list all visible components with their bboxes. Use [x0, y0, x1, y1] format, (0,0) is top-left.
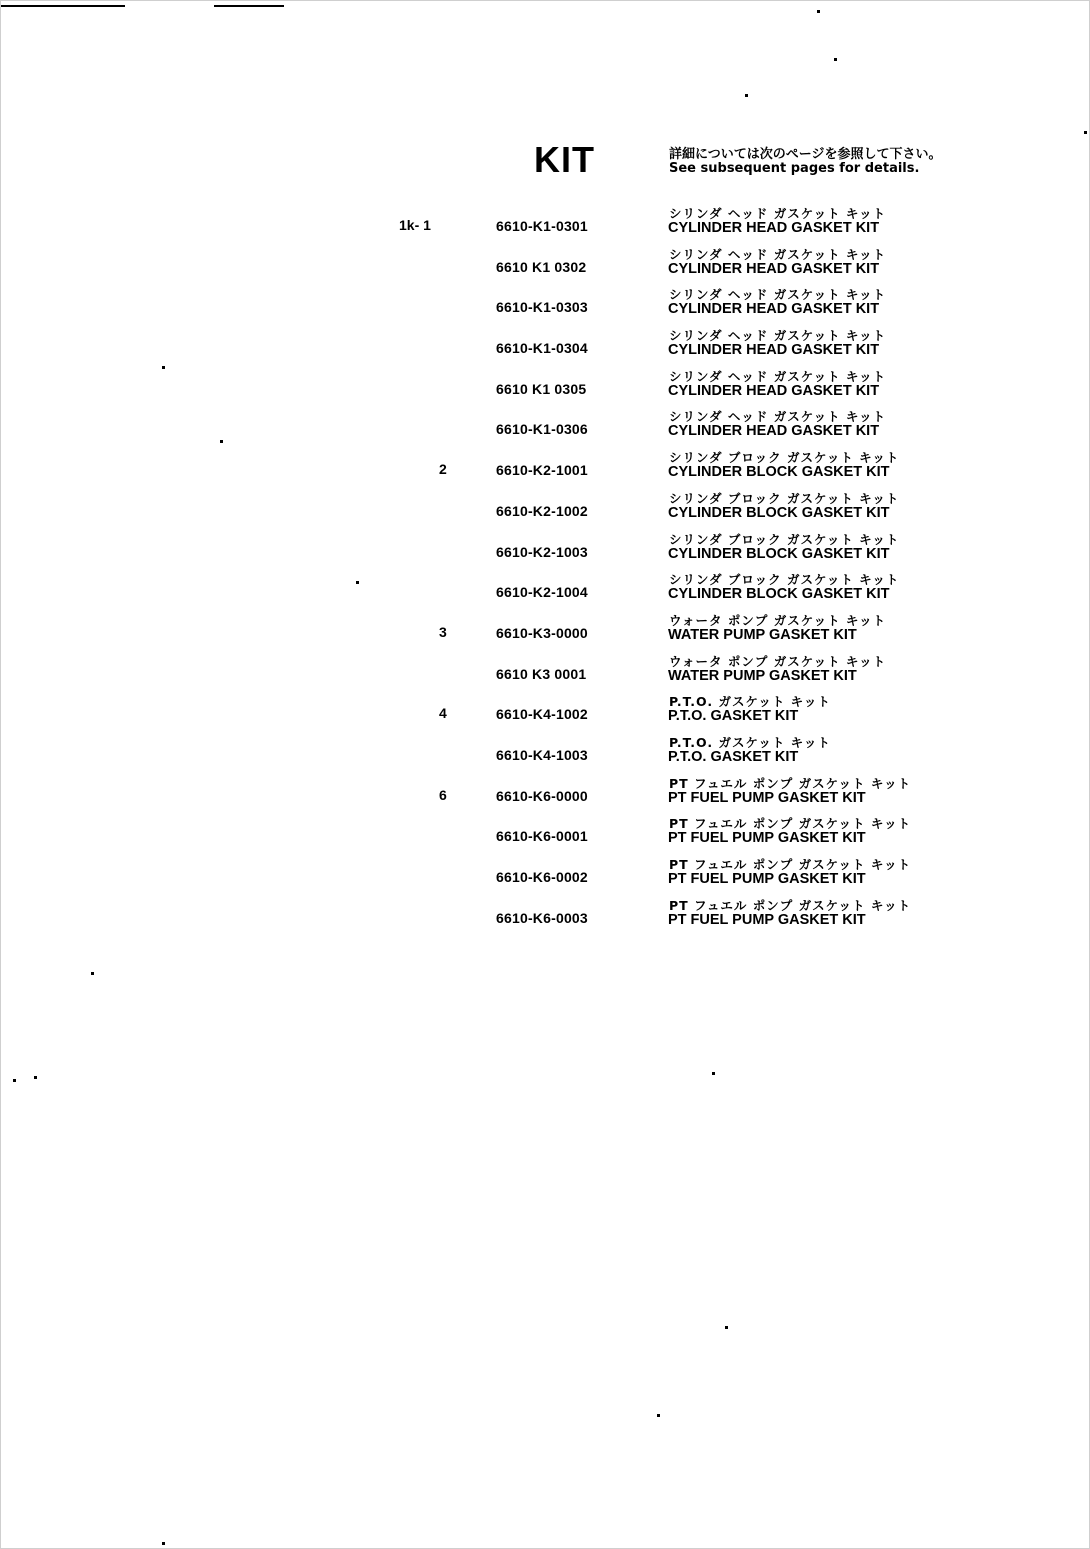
part-name-english: CYLINDER HEAD GASKET KIT — [668, 260, 880, 277]
reference-number: 3 — [439, 623, 447, 640]
top-rule-right — [214, 5, 284, 7]
part-name-japanese: シリンダ ブロック ガスケット キット — [669, 450, 900, 466]
part-name-japanese: シリンダ ブロック ガスケット キット — [669, 572, 900, 588]
part-name-english: CYLINDER HEAD GASKET KIT — [668, 382, 880, 399]
part-number: 6610-K1-0306 — [496, 421, 588, 438]
scan-speck — [817, 10, 820, 13]
list-item — [1, 570, 1090, 611]
part-name-english: CYLINDER BLOCK GASKET KIT — [668, 504, 890, 521]
part-name-english: PT FUEL PUMP GASKET KIT — [668, 789, 866, 806]
part-name-japanese: PT フュエル ポンプ ガスケット キット — [669, 775, 912, 791]
part-name-japanese: シリンダ ヘッド ガスケット キット — [669, 409, 887, 425]
scan-speck — [162, 1542, 165, 1545]
scan-speck — [712, 1072, 715, 1075]
part-name-japanese: PT フュエル ポンプ ガスケット キット — [669, 897, 912, 913]
part-name-japanese: PT フュエル ポンプ ガスケット キット — [669, 816, 912, 832]
details-note-japanese: 詳細については次のページを参照して下さい。 — [669, 147, 942, 162]
part-name-english: CYLINDER BLOCK GASKET KIT — [668, 586, 890, 603]
scan-speck — [725, 1326, 728, 1329]
scan-speck — [91, 972, 94, 975]
part-number: 6610 K3 0001 — [496, 665, 587, 682]
list-item — [1, 733, 1090, 774]
part-number: 6610-K6-0000 — [496, 787, 588, 804]
part-number: 6610 K1 0305 — [496, 380, 587, 397]
reference-number: 4 — [439, 705, 447, 722]
list-item — [1, 204, 1090, 245]
part-number: 6610 K1 0302 — [496, 258, 587, 275]
scan-speck — [1084, 131, 1087, 134]
part-name-japanese: シリンダ ブロック ガスケット キット — [669, 531, 900, 547]
part-number: 6610-K6-0001 — [496, 828, 588, 845]
part-name-english: WATER PUMP GASKET KIT — [668, 667, 857, 684]
list-item — [1, 245, 1090, 286]
part-name-japanese: シリンダ ヘッド ガスケット キット — [669, 206, 887, 221]
part-name-english: CYLINDER BLOCK GASKET KIT — [668, 545, 890, 562]
part-number: 6610-K2-1003 — [496, 543, 588, 560]
part-name-english: CYLINDER HEAD GASKET KIT — [668, 342, 880, 359]
parts-list — [1, 204, 1090, 936]
part-number: 6610-K1-0303 — [496, 299, 588, 316]
list-item — [1, 448, 1090, 489]
part-number: 6610-K4-1003 — [496, 746, 588, 763]
part-name-japanese: シリンダ ヘッド ガスケット キット — [669, 287, 887, 303]
list-item — [1, 326, 1090, 367]
top-rule-left — [1, 5, 125, 7]
part-name-english: CYLINDER HEAD GASKET KIT — [668, 423, 880, 440]
part-number: 6610-K3-0000 — [496, 624, 588, 641]
part-number: 6610-K1-0304 — [496, 340, 588, 357]
part-number: 6610-K4-1002 — [496, 706, 588, 723]
scan-speck — [657, 1414, 660, 1417]
part-number: 6610-K6-0002 — [496, 869, 588, 885]
part-name-english: P.T.O. GASKET KIT — [668, 708, 799, 725]
scan-speck — [745, 94, 748, 97]
part-name-english: CYLINDER HEAD GASKET KIT — [668, 301, 880, 318]
scan-speck — [34, 1076, 37, 1079]
list-item — [1, 855, 1090, 896]
list-item — [1, 692, 1090, 733]
part-name-japanese: PT フュエル ポンプ ガスケット キット — [669, 857, 912, 872]
part-number: 6610-K2-1001 — [496, 462, 588, 479]
reference-number: 6 — [439, 786, 447, 803]
part-name-japanese: シリンダ ヘッド ガスケット キット — [669, 246, 887, 262]
part-number: 6610-K1-0301 — [496, 218, 588, 234]
part-name-english: PT FUEL PUMP GASKET KIT — [668, 871, 866, 887]
part-name-japanese: P.T.O. ガスケット キット — [669, 694, 831, 710]
list-item — [1, 774, 1090, 815]
list-item — [1, 814, 1090, 855]
part-number: 6610-K6-0003 — [496, 909, 588, 926]
details-note-english: See subsequent pages for details. — [669, 161, 920, 176]
part-name-english: WATER PUMP GASKET KIT — [668, 626, 857, 643]
part-name-japanese: ウォータ ポンプ ガスケット キット — [669, 653, 887, 669]
part-name-english: CYLINDER HEAD GASKET KIT — [668, 220, 880, 236]
part-name-japanese: ウォータ ポンプ ガスケット キット — [669, 612, 887, 628]
list-item — [1, 407, 1090, 448]
reference-number: 2 — [439, 461, 447, 478]
scan-speck — [13, 1079, 16, 1082]
list-item — [1, 896, 1090, 937]
part-name-english: CYLINDER BLOCK GASKET KIT — [668, 464, 890, 481]
list-item — [1, 530, 1090, 571]
list-item — [1, 611, 1090, 652]
part-name-english: PT FUEL PUMP GASKET KIT — [668, 911, 866, 928]
list-item — [1, 285, 1090, 326]
part-name-english: P.T.O. GASKET KIT — [668, 748, 799, 765]
page-title: KIT — [534, 139, 595, 180]
list-item — [1, 652, 1090, 693]
scan-speck — [834, 58, 837, 61]
list-item — [1, 489, 1090, 530]
part-name-japanese: シリンダ ブロック ガスケット キット — [669, 490, 900, 506]
part-name-japanese: シリンダ ヘッド ガスケット キット — [669, 328, 887, 344]
reference-number: 1k- 1 — [399, 217, 431, 233]
part-number: 6610-K2-1002 — [496, 502, 588, 519]
part-name-japanese: シリンダ ヘッド ガスケット キット — [669, 368, 887, 384]
part-name-english: PT FUEL PUMP GASKET KIT — [668, 830, 866, 847]
part-number: 6610-K2-1004 — [496, 584, 588, 601]
list-item — [1, 367, 1090, 408]
part-name-japanese: P.T.O. ガスケット キット — [669, 734, 831, 750]
